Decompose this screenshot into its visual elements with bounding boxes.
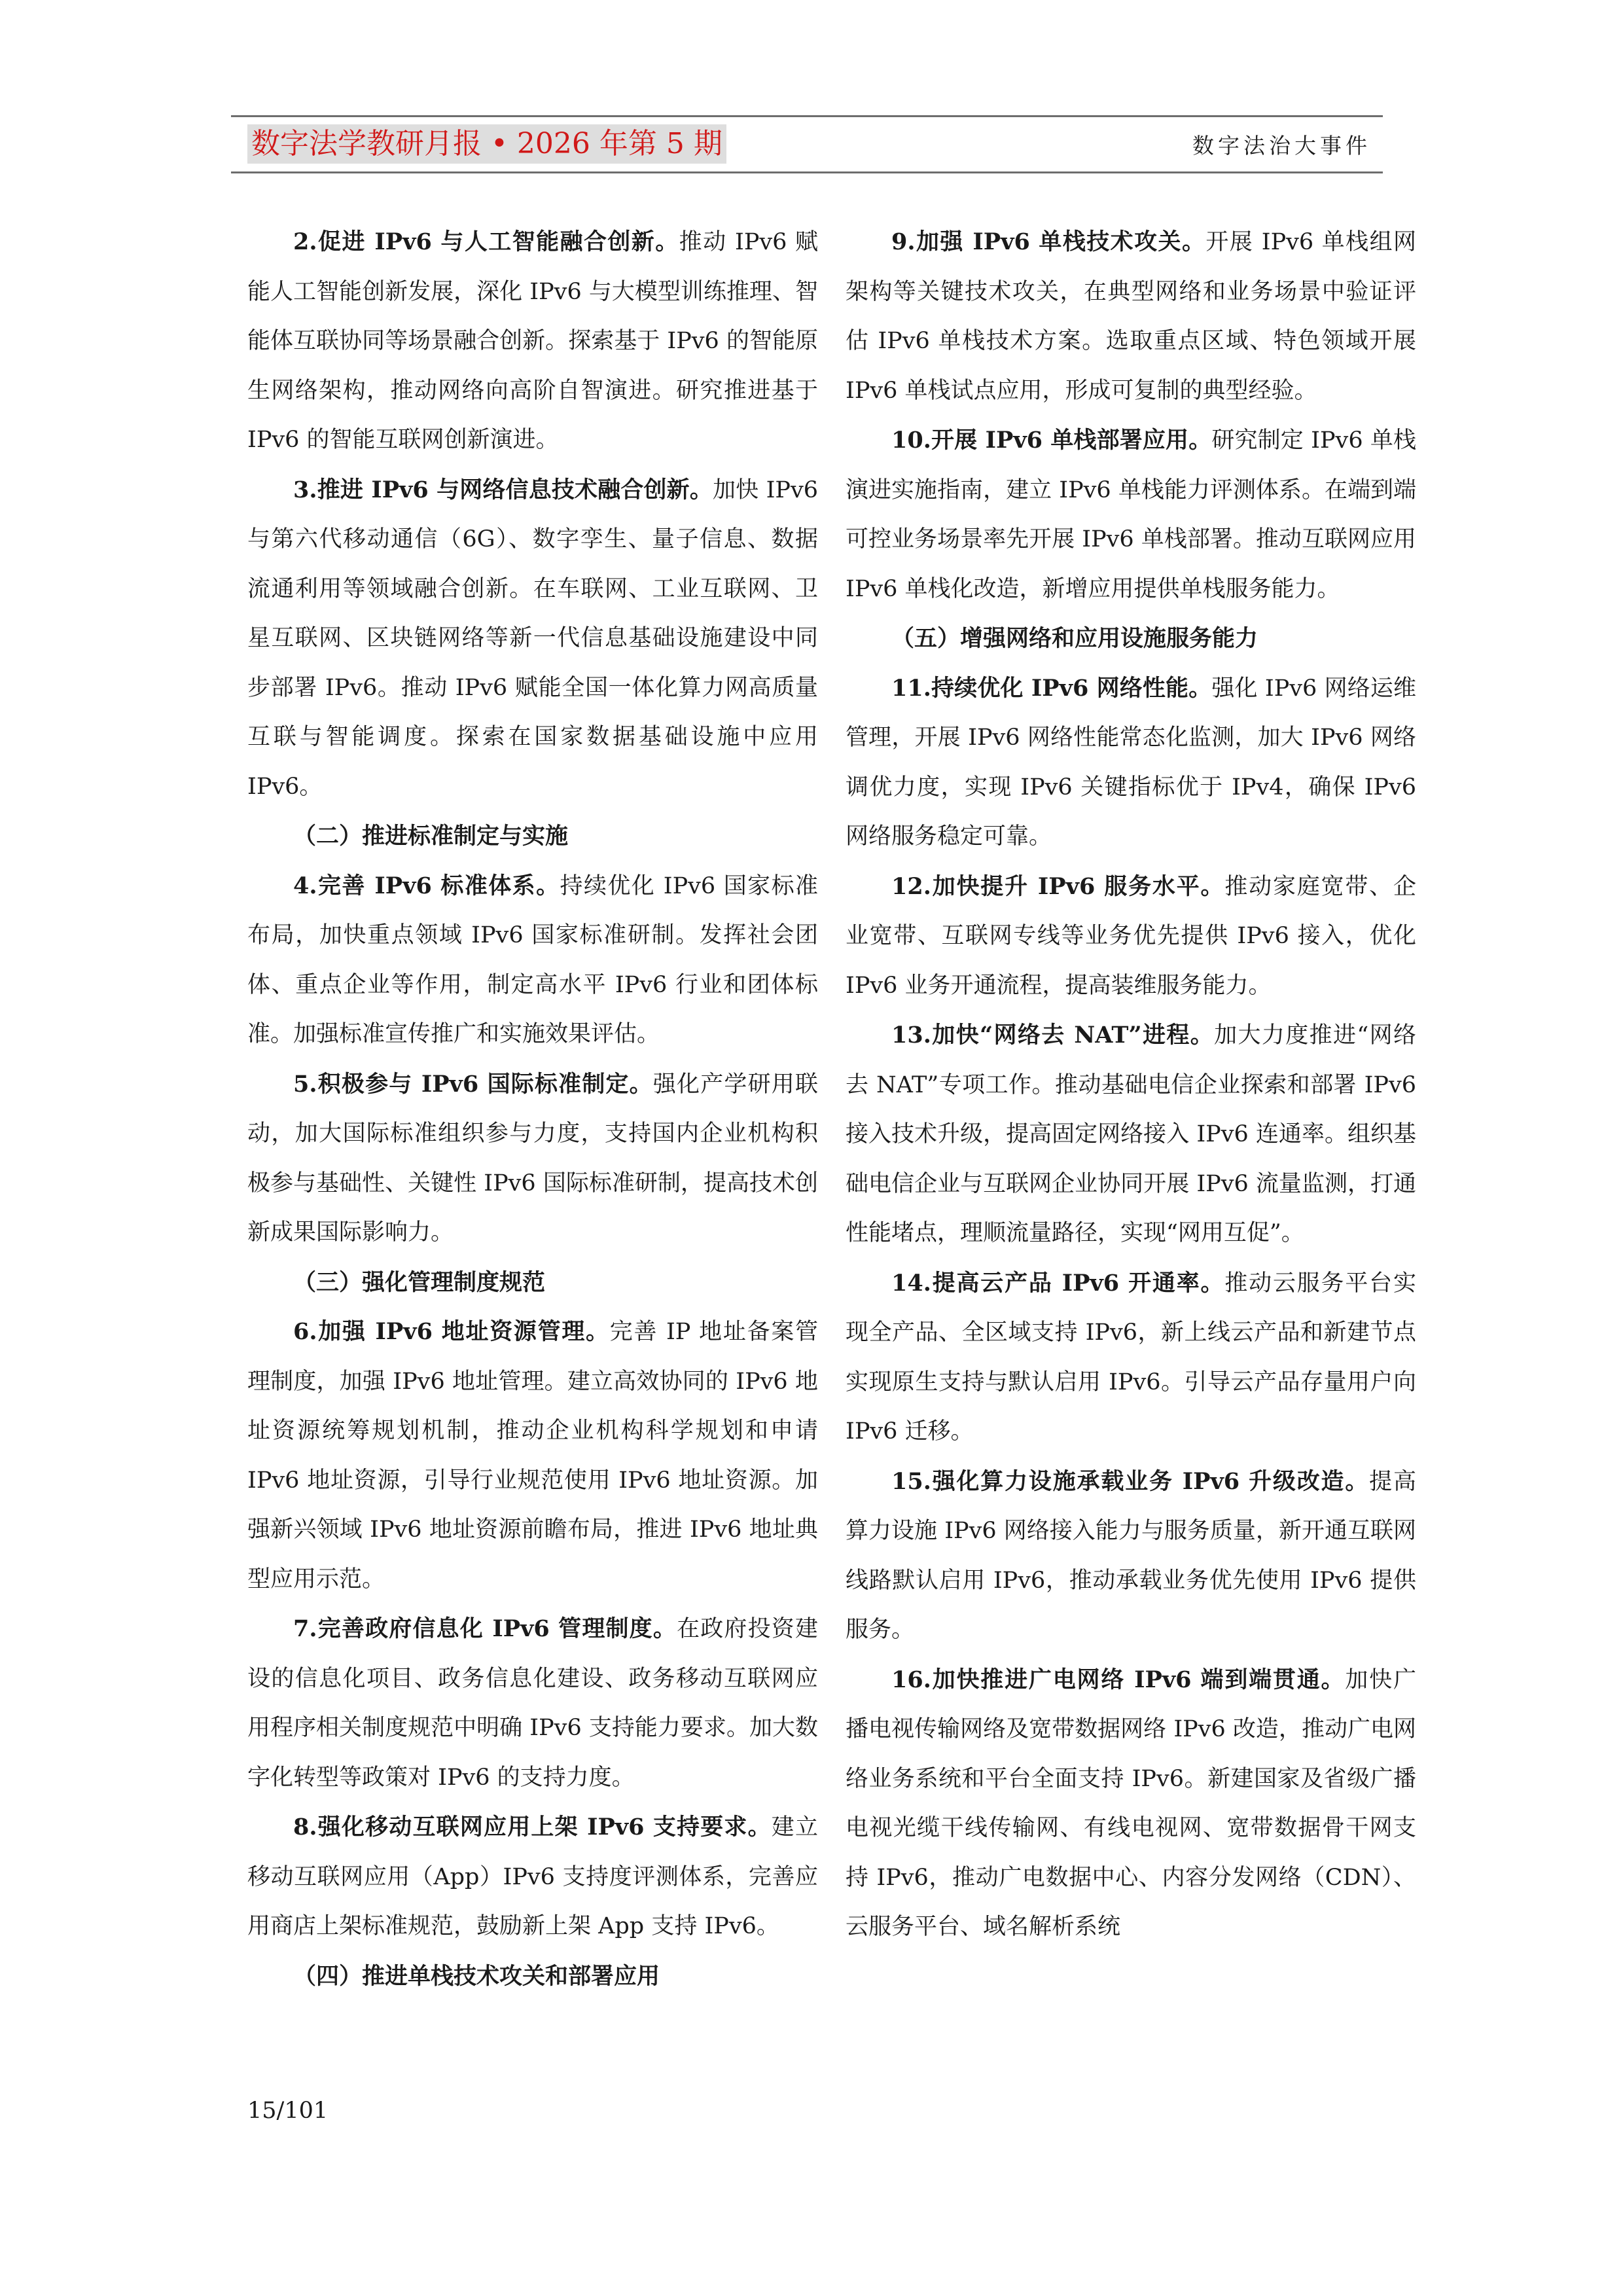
- numbered-paragraph: [247, 1604, 818, 1803]
- paragraph-title: 9.加强 IPv6 单栈技术攻关。: [891, 228, 1206, 255]
- numbered-paragraph: [846, 217, 1416, 416]
- numbered-paragraph: [846, 416, 1416, 614]
- section-title: 数字法治大事件: [1192, 133, 1371, 158]
- paragraph-body: 加快 IPv6 与第六代移动通信（6G）、数字孪生、量子信息、数据流通利用等领域融合创新。在车联网、工业互联网、卫星互联网、区块链网络等新一代信息基础设施建设中同步部署 IPv6。推动 IPv6 赋能全国一体化算力网高质量互联与智能调度。探索在国家数据基础设施中应用 IPv6。: [247, 476, 819, 800]
- numbered-paragraph: [846, 1655, 1416, 1952]
- numbered-paragraph: [247, 861, 818, 1060]
- left-column: [247, 217, 818, 2001]
- header-bottom-rule: [231, 171, 1383, 173]
- paragraph-title: 11.持续优化 IPv6 网络性能。: [891, 674, 1212, 702]
- numbered-paragraph: [846, 862, 1416, 1011]
- numbered-paragraph: [846, 1259, 1416, 1457]
- paragraph-title: 15.强化算力设施承载业务 IPv6 升级改造。: [891, 1467, 1370, 1495]
- paragraph-title: 8.强化移动互联网应用上架 IPv6 支持要求。: [293, 1814, 772, 1840]
- numbered-paragraph: [247, 217, 818, 465]
- paragraph-body: 强化 IPv6 网络运维管理，开展 IPv6 网络性能常态化监测，加大 IPv6 网络调优力度，实现 IPv6 关键指标优于 IPv4，确保 IPv6 网络服务稳定可靠。: [846, 675, 1416, 850]
- paragraph-title: 3.推进 IPv6 与网络信息技术融合创新。: [293, 476, 713, 503]
- paragraph-body: 研究制定 IPv6 单栈演进实施指南，建立 IPv6 单栈能力评测体系。在端到端可控业务场景率先开展 IPv6 单栈部署。推动互联网应用 IPv6 单栈化改造，新增应用提供单栈服务能力。: [846, 427, 1416, 602]
- section-heading: （二）推进标准制定与实施: [293, 823, 569, 850]
- paragraph-title: 7.完善政府信息化 IPv6 管理制度。: [293, 1615, 677, 1642]
- section-heading: （三）强化管理制度规范: [293, 1268, 546, 1296]
- numbered-paragraph: [846, 1011, 1416, 1259]
- journal-title: 数字法学教研月报 • 2026 年第 5 期: [247, 124, 726, 164]
- paragraph-title: 10.开展 IPv6 单栈部署应用。: [891, 427, 1212, 454]
- paragraph-body: 强化产学研用联动，加大国际标准组织参与力度，支持国内企业机构积极参与基础性、关键性 IPv6 国际标准研制，提高技术创新成果国际影响力。: [247, 1071, 818, 1246]
- paragraph-title: 6.加强 IPv6 地址资源管理。: [293, 1318, 610, 1345]
- paragraph-body: 加快广播电视传输网络及宽带数据网络 IPv6 改造，推动广电网络业务系统和平台全面支持 IPv6。新建国家及省级广播电视光缆干线传输网、有线电视网、宽带数据骨干网支持 IPv6，推动广电数据中心、内容分发网络（CDN）、云服务平台、域名解析系统: [846, 1666, 1416, 1940]
- paragraph-title: 13.加快“网络去 NAT”进程。: [891, 1022, 1215, 1049]
- paragraph-body: 持续优化 IPv6 国家标准布局，加快重点领域 IPv6 国家标准研制。发挥社会团体、重点企业等作用，制定高水平 IPv6 行业和团体标准。加强标准宣传推广和实施效果评估。: [247, 872, 819, 1047]
- paragraph-body: 推动云服务平台实现全产品、全区域支持 IPv6，新上线云产品和新建节点实现原生支持与默认启用 IPv6。引导云产品存量用户向 IPv6 迁移。: [846, 1270, 1416, 1444]
- numbered-paragraph: [247, 1307, 818, 1604]
- paragraph-body: 加大力度推进“网络去 NAT”专项工作。推动基础电信企业探索和部署 IPv6 接入技术升级，提高固定网络接入 IPv6 连通率。组织基础电信企业与互联网企业协同开展 IPv6 流量监测，打通性能堵点，理顺流量路径，实现“网用互促”。: [846, 1022, 1416, 1246]
- section-heading: （五）增强网络和应用设施服务能力: [891, 625, 1258, 652]
- numbered-paragraph: [247, 1060, 818, 1258]
- numbered-paragraph: [846, 1457, 1416, 1655]
- header-top-rule: [231, 115, 1383, 117]
- paragraph-body: 完善 IP 地址备案管理制度，加强 IPv6 地址管理。建立高效协同的 IPv6 地址资源统筹规划机制，推动企业机构科学规划和申请 IPv6 地址资源，引导行业规范使用 IPv6 地址资源。加强新兴领域 IPv6 地址资源前瞻布局，推进 IPv6 地址典型应用示范。: [247, 1319, 818, 1592]
- right-column: [846, 217, 1416, 1952]
- paragraph-title: 14.提高云产品 IPv6 开通率。: [891, 1269, 1225, 1297]
- numbered-paragraph: [247, 465, 818, 812]
- page-number: 15/101: [247, 2098, 329, 2124]
- paragraph-title: 2.促进 IPv6 与人工智能融合创新。: [293, 228, 679, 255]
- paragraph-title: 5.积极参与 IPv6 国际标准制定。: [293, 1070, 653, 1098]
- paragraph-body: 建立移动互联网应用（App）IPv6 支持度评测体系，完善应用商店上架标准规范，鼓励新上架 App 支持 IPv6。: [247, 1814, 818, 1939]
- paragraph-body: 推动家庭宽带、企业宽带、互联网专线等业务优先提供 IPv6 接入，优化 IPv6 业务开通流程，提高装维服务能力。: [846, 873, 1416, 999]
- paragraph-body: 在政府投资建设的信息化项目、政务信息化建设、政务移动互联网应用程序相关制度规范中明确 IPv6 支持能力要求。加大数字化转型等政策对 IPv6 的支持力度。: [247, 1616, 818, 1791]
- paragraph-body: 开展 IPv6 单栈组网架构等关键技术攻关，在典型网络和业务场景中验证评估 IPv6 单栈技术方案。选取重点区域、特色领域开展 IPv6 单栈试点应用，形成可复制的典型经验。: [846, 229, 1417, 404]
- paragraph-body: 推动 IPv6 赋能人工智能创新发展，深化 IPv6 与大模型训练推理、智能体互联协同等场景融合创新。探索基于 IPv6 的智能原生网络架构，推动网络向高阶自智演进。研究推进基于 IPv6 的智能互联网创新演进。: [247, 229, 818, 453]
- numbered-paragraph: [846, 664, 1416, 862]
- numbered-paragraph: [247, 1803, 818, 1952]
- section-heading: （四）推进单栈技术攻关和部署应用: [293, 1962, 660, 1990]
- paragraph-title: 16.加快推进广电网络 IPv6 端到端贯通。: [891, 1666, 1346, 1693]
- paragraph-title: 4.完善 IPv6 标准体系。: [293, 872, 560, 899]
- paragraph-title: 12.加快提升 IPv6 服务水平。: [891, 872, 1225, 900]
- paragraph-body: 提高算力设施 IPv6 网络接入能力与服务质量，新开通互联网线路默认启用 IPv6，推动承载业务优先使用 IPv6 提供服务。: [846, 1468, 1416, 1643]
